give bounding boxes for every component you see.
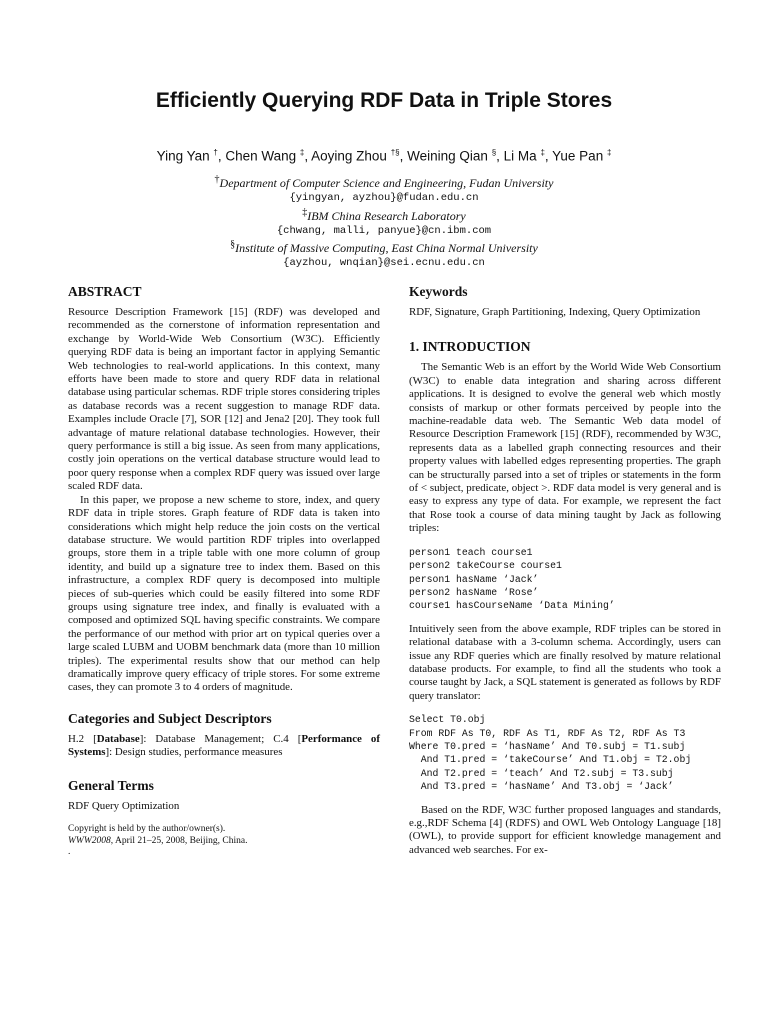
affiliation-mark: § [230,239,236,250]
abstract-heading: ABSTRACT [68,284,142,299]
categories-part: ]: Design studies, performance measures [105,746,283,759]
affiliation-name: Institute of Massive Computing, East China Normal University [235,241,538,255]
affiliation-email: {chwang, malli, panyue}@cn.ibm.com [276,225,492,237]
sql-code: Select T0.obj From RDF As T0, RDF As T1, RDF As T2, RDF As T3 Where T0.pred = ‘hasName’ And T0.subj = T1.subj And T1.pred = ‘takeCourse’ And T1.obj = T2.obj And T2.pred = ‘teach’ And T2.subj = T3.subj And T3.pred = ‘hasName’ And T3.obj = ‘Jack’ [409,714,692,793]
copyright-notice [68,824,380,859]
author-name: Li Ma [503,148,537,164]
author-name: Ying Yan [156,148,210,164]
author-mark: †§ [390,148,400,157]
copyright-line: , April 21–25, 2008, Beijing, China. [110,835,248,846]
affiliation [0,205,768,239]
author-list: Ying Yan †, Chen Wang ‡, Aoying Zhou †§, Weining Qian §, Li Ma ‡, Yue Pan ‡ [156,148,612,164]
copyright-line: . [68,847,71,857]
intro-paragraph: Intuitively seen from the above example, RDF triples can be stored in relational database with a 3-column schema. Accordingly, users can issue any RDF queries which are finally resolved by mature relational database products. For example, to find all the students who took a course taught by Jack, a SQL statement is generated as follows by RDF query translator: [409,622,721,702]
affiliation [0,237,768,271]
introduction-heading: 1. INTRODUCTION [409,339,531,355]
author-mark: § [491,148,497,157]
categories-part: H.2 [ [68,732,97,745]
author-mark: † [213,148,218,157]
affiliation-email: {yingyan, ayzhou}@fudan.edu.cn [289,192,479,204]
right-column [409,284,721,857]
categories-bold: Database [96,732,140,745]
author-name: Aoying Zhou [311,148,387,164]
left-column [68,284,380,859]
intro-paragraph: Based on the RDF, W3C further proposed languages and standards, e.g.,RDF Schema [4] (RDFS) and OWL Web Ontology Language [18] (OWL), to provide support for efficient knowledge management and advanced web searches. For ex- [409,803,721,856]
author-name: Chen Wang [225,148,297,164]
author-name: Yue Pan [552,148,604,164]
affiliation-name: IBM China Research Laboratory [307,209,466,223]
copyright-venue: WWW2008 [68,835,111,846]
categories-text [68,733,380,760]
categories-bold: Performance of Systems [68,732,380,759]
author-mark: ‡ [299,148,305,157]
affiliation-mark: † [214,174,220,185]
triples-code: person1 teach course1 person2 takeCourse course1 person1 hasName ‘Jack’ person2 hasName ‘Rose’ course1 hasCourseName ‘Data Mining’ [409,546,615,612]
copyright-line: Copyright is held by the author/owner(s). [68,824,226,834]
affiliation [0,172,768,206]
paper-title: Efficiently Querying RDF Data in Triple Stores [155,89,613,112]
affiliation-email: {ayzhou, wnqian}@sei.ecnu.edu.cn [283,257,485,269]
general-terms-heading: General Terms [68,777,154,793]
general-terms-text: RDF Query Optimization [68,799,180,812]
author-mark: ‡ [540,148,545,157]
abstract-paragraph: In this paper, we propose a new scheme to store, index, and query RDF data in triple stores. Graph feature of RDF data is taken into considerations which might help reduce the join costs on the vertical database structure. We would partition RDF triples into overlapped groups, store them in a triple table with one more column of group identity, and build up a signature tree to index them. Based on this infrastructure, a complex RDF query is decomposed into multiple pieces of sub-queries which could be easily filtered into some RDF groups using signature tree index, and finally is evaluated with a composed and optimized SQL having specific constraints. We compare the performance of our method with prior art on typical queries over a large scaled LUBM and UOBM benchmark data (more than 10 million triples). The experimental results show that our method can help dramatically improve query efficacy of triple stores. For some extreme cases, they can promote 3 to 4 orders of magnitude. [68,493,380,694]
affiliation-mark: ‡ [302,207,308,218]
keywords-text: RDF, Signature, Graph Partitioning, Indexing, Query Optimization [409,306,701,318]
intro-paragraph: The Semantic Web is an effort by the World Wide Web Consortium (W3C) to enable data integration and sharing across different applications. It is designed to evolve the general web which mostly consists of markup or other formats perceived by people into the machine-readable data web. The Semantic Web data model of Resource Description Framework [15] (RDF), recommended by W3C, represents data as a labelled graph connecting resources and their property values with labelled edges representing properties. The graph can be structurally parsed into a set of triples or statements in the form of < subject, predicate, object >. RDF data model is very general and is easy to express any type of data. For example, we represent the fact that Rose took a course of data mining taught by Jack as following triples: [409,361,721,535]
categories-part: ]: Database Management; C.4 [ [139,732,302,745]
abstract-paragraph: Resource Description Framework [15] (RDF) was developed and recommended as the cornerstone of information representation and exchange by World-Wide Web Consortium (W3C). Efficiently querying RDF data is being an important factor in applying Semantic Web technologies to real-world applications. In this context, many efforts have been made to store and query RDF data in relational database using particular schemas. RDF triple stores considering triples as database records was a recent suggestion to manage RDF data. Examples include Oracle [7], SOR [12] and Jena2 [20]. They took full advantage of mature relational database technologies. However, their query performance is still a big issue. As seen from many applications, costly join operations on the vertical database structure would lead to poor query response when a complex RDF query was issued over large scaled RDF data. [68,306,380,493]
author-mark: ‡ [606,148,612,157]
author-name: Weining Qian [407,148,488,164]
affiliation-name: Department of Computer Science and Engineering, Fudan University [219,176,554,190]
keywords-heading: Keywords [409,284,468,299]
categories-heading: Categories and Subject Descriptors [68,710,272,726]
